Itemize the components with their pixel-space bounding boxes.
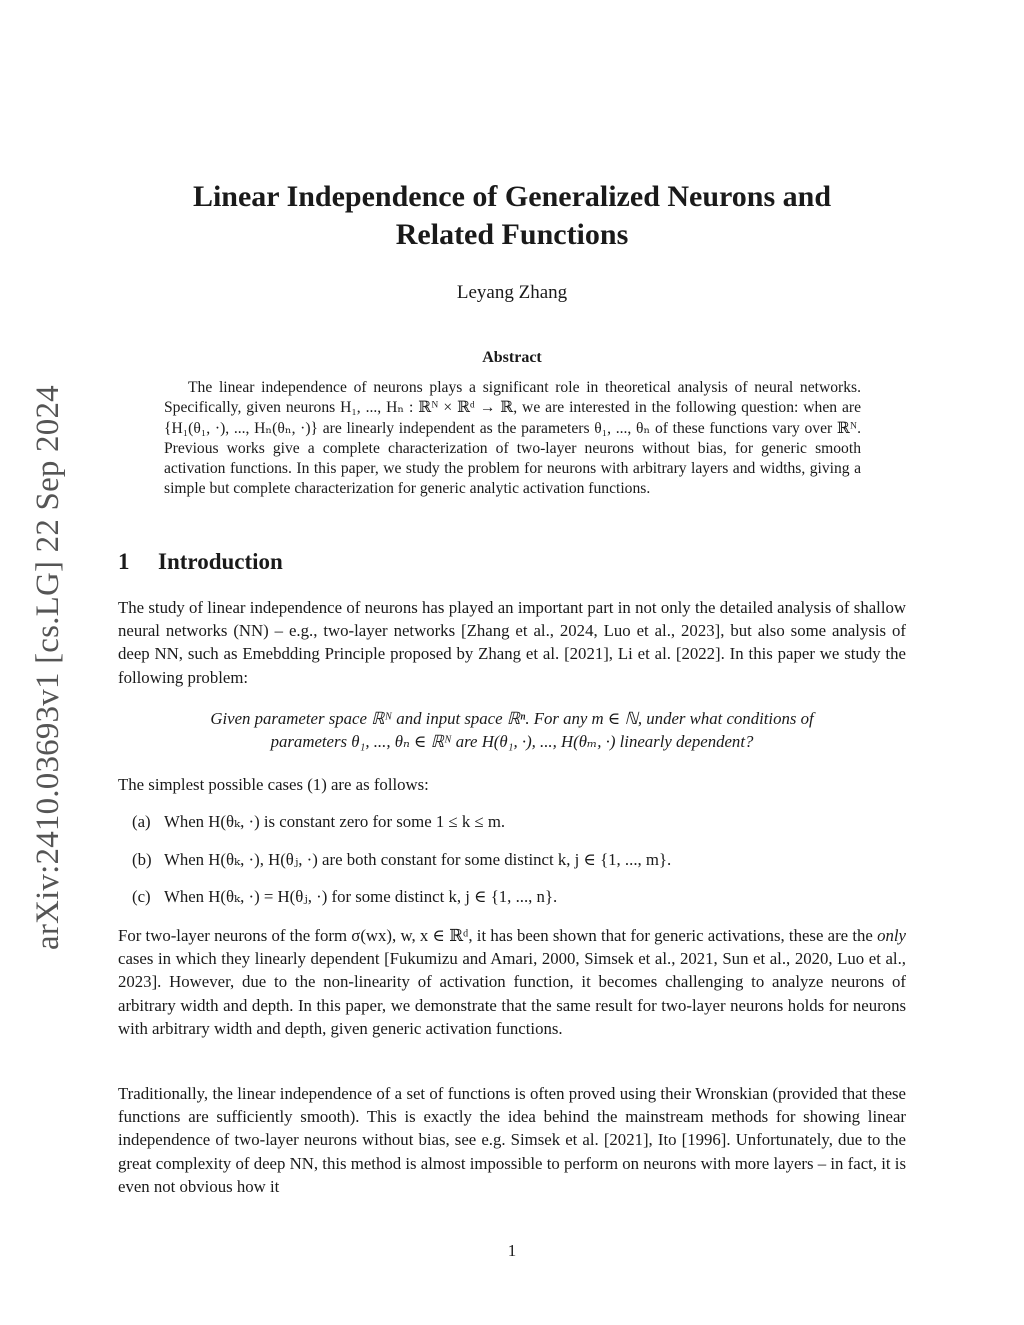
case-text: When H(θₖ, ·) = H(θⱼ, ·) for some distinct k, j ∈ {1, ..., n}. xyxy=(164,887,558,906)
case-label: (c) xyxy=(132,887,151,906)
case-text: When H(θₖ, ·) is constant zero for some 1 ≤ k ≤ m. xyxy=(164,812,506,831)
p2-text-2: cases in which they linearly dependent [Fukumizu and Amari, 2000, Simsek et al., 2021, Sun et al., 2020, Luo et al., 2023]. However, due to the non-linearity of activation function, it becomes challenging to analyze neurons of arbitrary width and depth. In this paper, we demonstrate that the same result for two-layer neurons holds for neurons with arbitrary width and depth, given generic activation functions. xyxy=(118,949,906,1038)
problem-statement xyxy=(140,707,884,753)
section-heading xyxy=(118,549,283,575)
author-name: Leyang Zhang xyxy=(456,282,568,303)
problem-line-2: parameters θ₁, ..., θₙ ∈ ℝᴺ are H(θ₁, ·), ..., H(θₘ, ·) linearly dependent? xyxy=(270,732,754,752)
title-line-1: Linear Independence of Generalized Neurons and xyxy=(192,180,832,213)
intro-paragraph-1: The study of linear independence of neurons has played an important part in not only the detailed analysis of shallow neural networks (NN) – e.g., two-layer networks [Zhang et al., 2024, Luo et al., 2023], but also some analysis of deep NN, such as Emebdding Principle proposed by Zhang et al. [2021], Li et al. [2022]. In this paper we study the following problem: xyxy=(118,598,906,687)
title-line-2: Related Functions xyxy=(395,218,629,251)
arxiv-identifier: arXiv:2410.03693v1 [cs.LG] 22 Sep 2024 xyxy=(30,385,66,950)
abstract-text: The linear independence of neurons plays a significant role in theoretical analysis of neural networks. Specifically, given neurons H₁, ..., Hₙ : ℝᴺ × ℝᵈ → ℝ, we are interested in the following question: when are {H₁(θ₁, ·), ..., Hₙ(θₙ, ·)} are linearly independent as the parameters θ₁, ..., θₙ of these functions vary over ℝᴺ. Previous works give a complete characterization of two-layer neurons without bias, for generic smooth activation functions. In this paper, we study the problem for neurons with arbitrary layers and widths, giving a simple but complete characterization for generic analytic activation functions. xyxy=(164,379,861,498)
paper-title xyxy=(118,178,906,254)
abstract-heading: Abstract xyxy=(482,349,542,366)
section-number: 1 xyxy=(118,549,130,574)
case-item xyxy=(132,886,557,907)
cases-intro: The simplest possible cases (1) are as follows: xyxy=(118,775,429,794)
case-item xyxy=(132,811,505,832)
case-label: (a) xyxy=(132,812,151,831)
section-title: Introduction xyxy=(158,549,283,574)
intro-paragraph-2 xyxy=(118,924,906,1040)
problem-line-1: Given parameter space ℝᴺ and input space ℝⁿ. For any m ∈ ℕ, under what conditions of xyxy=(210,709,814,728)
p2-emphasis: only xyxy=(877,926,906,945)
p2-text-1: For two-layer neurons of the form σ(wx), w, x ∈ ℝᵈ, it has been shown that for generic activations, these are the xyxy=(118,926,878,945)
page-number: 1 xyxy=(507,1241,517,1260)
intro-paragraph-3: Traditionally, the linear independence of a set of functions is often proved using their Wronskian (provided that these functions are sufficiently smooth). This is exactly the idea behind the mainstream methods for showing linear independence of two-layer neurons without bias, see e.g. Simsek et al. [2021], Ito [1996]. Unfortunately, due to the great complexity of deep NN, this method is almost impossible to perform on neurons with more layers – in fact, it is even not obvious how it xyxy=(118,1084,906,1196)
case-label: (b) xyxy=(132,850,152,869)
case-item xyxy=(132,849,671,870)
case-text: When H(θₖ, ·), H(θⱼ, ·) are both constant for some distinct k, j ∈ {1, ..., m}. xyxy=(164,850,672,869)
